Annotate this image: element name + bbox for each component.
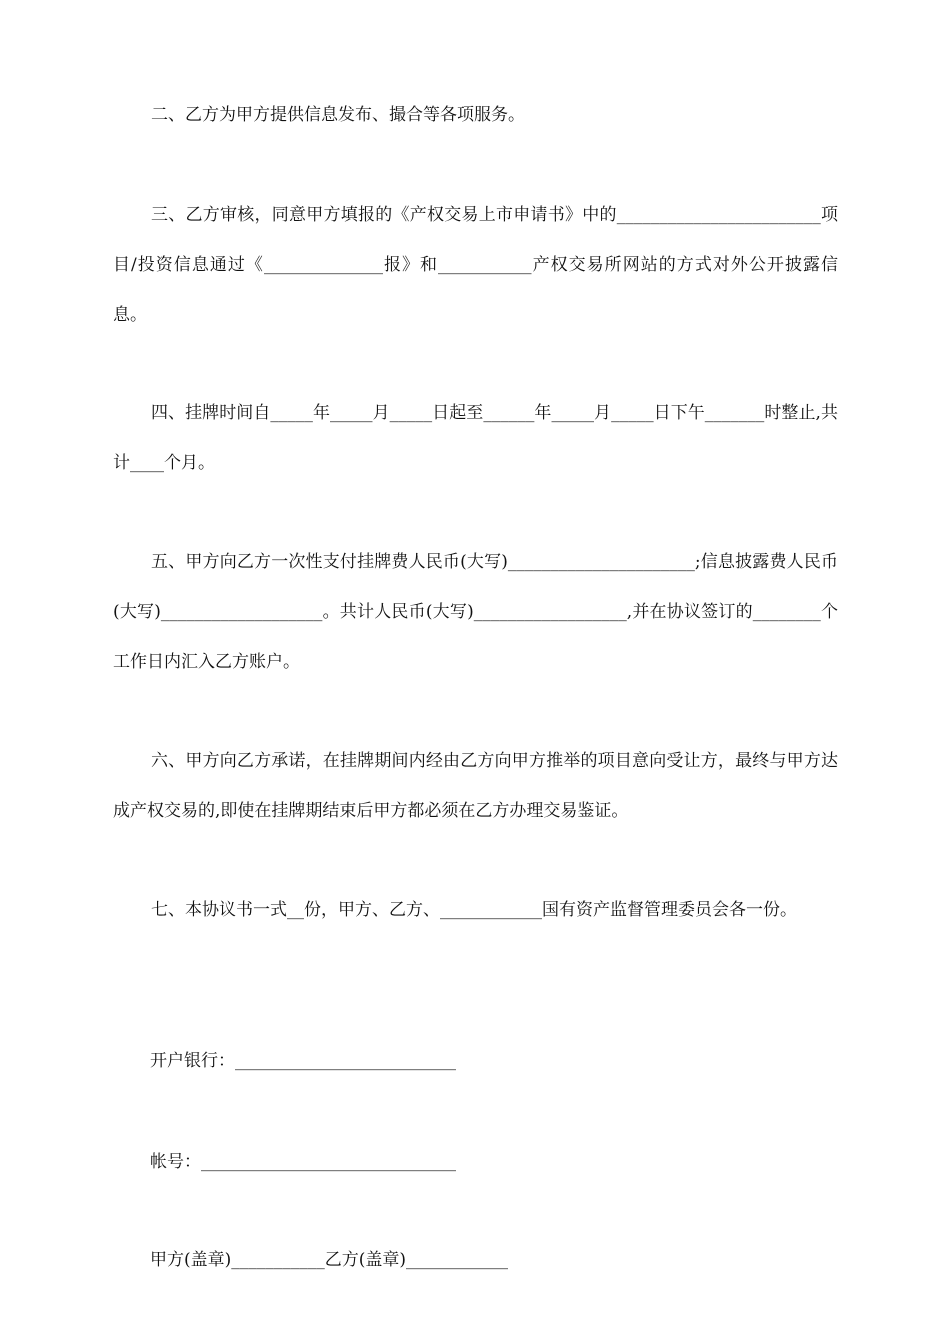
clause-6: 六、甲方向乙方承诺，在挂牌期间内经由乙方向甲方推举的项目意向受让方，最终与甲方达成产权交易的,即使在挂牌期结束后甲方都必须在乙方办理交易鉴证。 [113, 751, 838, 821]
clause-3: 三、乙方审核，同意甲方填报的《产权交易上市申请书》中的________________________项目/投资信息通过《______________报》和___________产权交易所网站的方式对外公开披露信息。 [113, 205, 838, 325]
clause-4: 四、挂牌时间自_____年_____月_____日起至______年_____月_____日下午_______时整止,共计____个月。 [113, 403, 838, 473]
clause-7: 七、本协议书一式__份，甲方、乙方、____________国有资产监督管理委员会各一份。 [151, 900, 797, 920]
clause-2: 二、乙方为甲方提供信息发布、撮合等各项服务。 [151, 105, 525, 125]
bank-field: 开户银行：__________________________ [150, 1051, 456, 1071]
clause-5: 五、甲方向乙方一次性支付挂牌费人民币(大写)______________________;信息披露费人民币(大写)___________________。共计人民币(大写)__________________,并在协议签订的________个工作日内汇入乙方账户。 [113, 552, 838, 672]
seal-signature-line: 甲方(盖章)___________乙方(盖章)____________ [150, 1250, 509, 1270]
account-field: 帐号：______________________________ [150, 1152, 456, 1172]
